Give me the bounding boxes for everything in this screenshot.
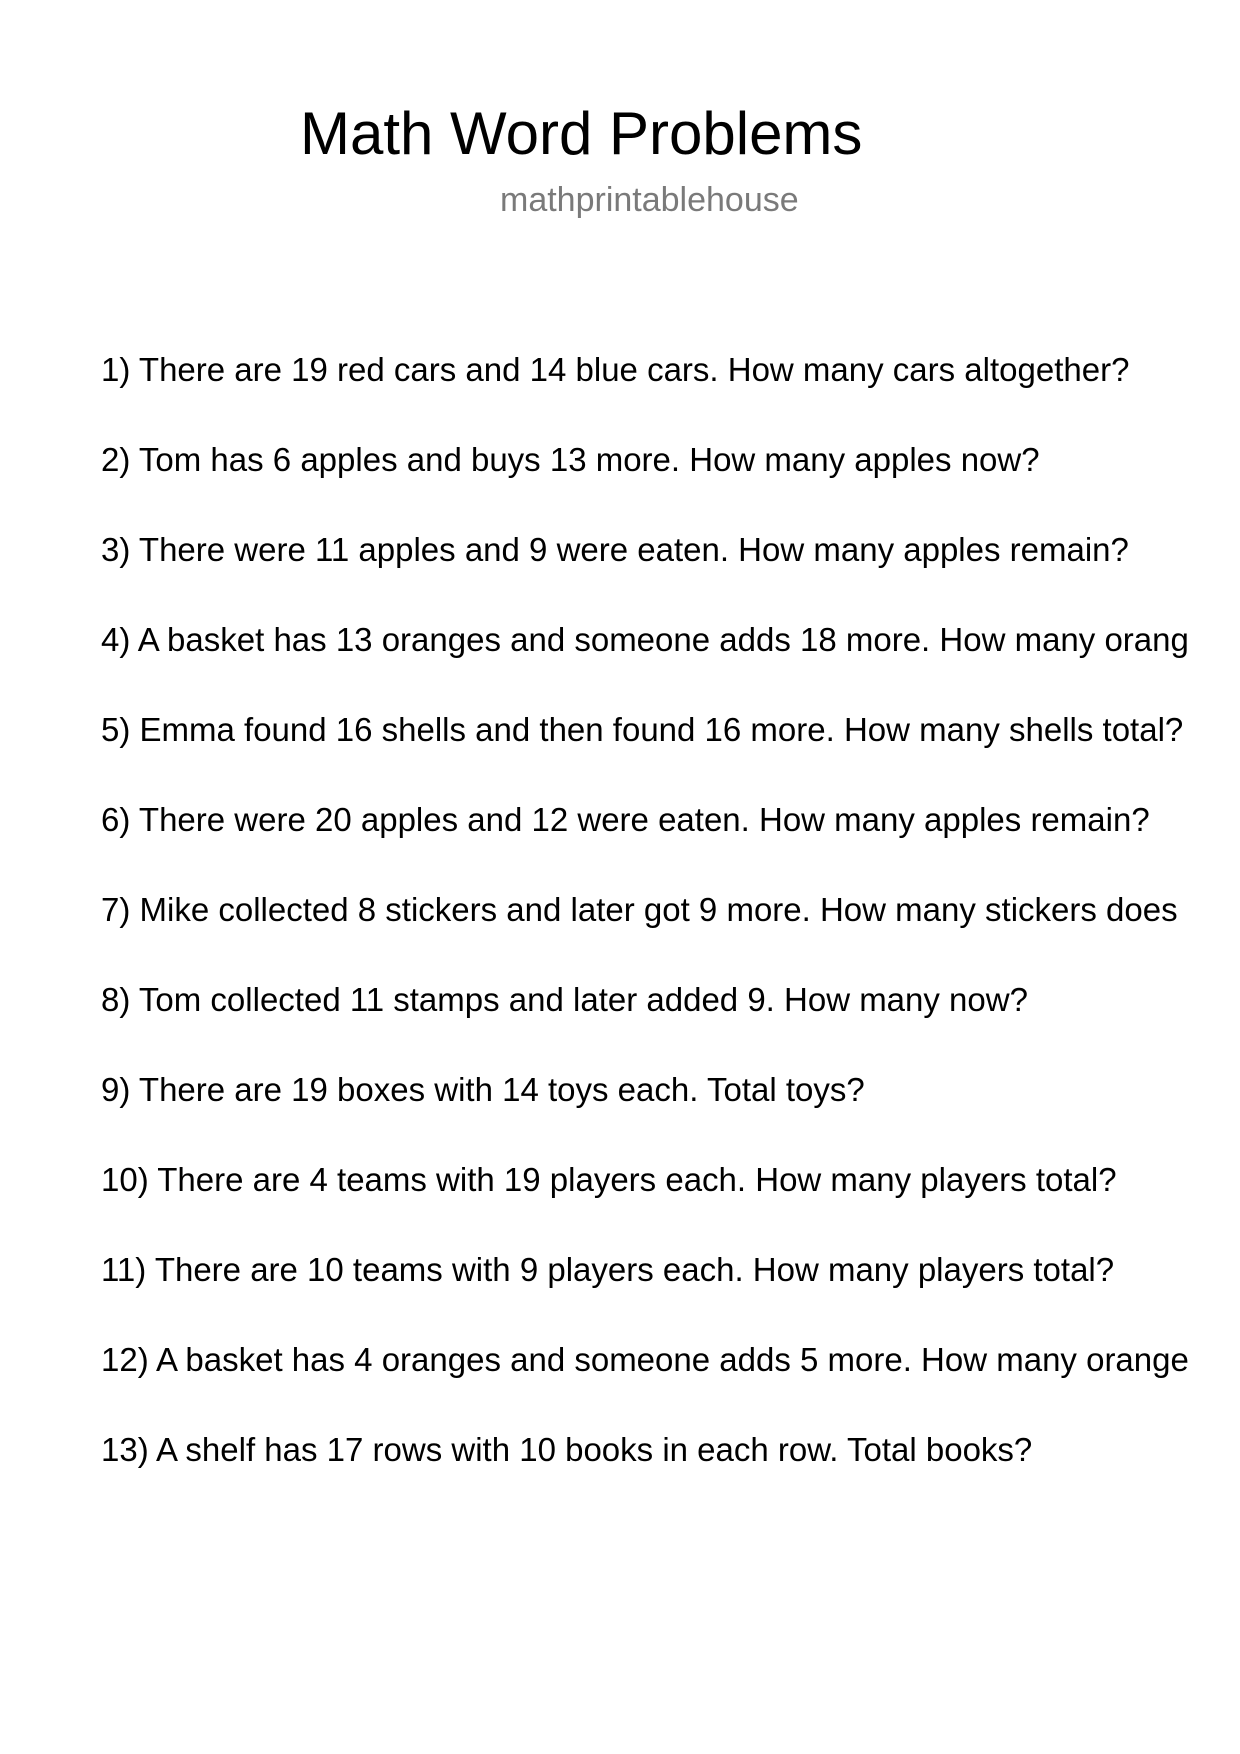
problem-3: 3) There were 11 apples and 9 were eaten. How many apples remain?: [101, 531, 1129, 568]
problem-2: 2) Tom has 6 apples and buys 13 more. How many apples now?: [101, 441, 1040, 478]
problem-8: 8) Tom collected 11 stamps and later added 9. How many now?: [101, 981, 1028, 1018]
problem-5: 5) Emma found 16 shells and then found 16 more. How many shells total?: [101, 711, 1184, 748]
problem-12: 12) A basket has 4 oranges and someone adds 5 more. How many orange: [101, 1341, 1189, 1378]
problem-13: 13) A shelf has 17 rows with 10 books in each row. Total books?: [101, 1431, 1033, 1468]
problem-4: 4) A basket has 13 oranges and someone adds 18 more. How many orang: [101, 621, 1189, 658]
problem-10: 10) There are 4 teams with 19 players each. How many players total?: [101, 1161, 1117, 1198]
problem-7: 7) Mike collected 8 stickers and later got 9 more. How many stickers does: [101, 891, 1178, 928]
problem-11: 11) There are 10 teams with 9 players each. How many players total?: [101, 1251, 1115, 1288]
page-title: Math Word Problems: [300, 100, 863, 167]
page-subtitle: mathprintablehouse: [500, 181, 799, 219]
problem-1: 1) There are 19 red cars and 14 blue cars. How many cars altogether?: [101, 351, 1130, 388]
problem-9: 9) There are 19 boxes with 14 toys each. Total toys?: [101, 1071, 865, 1108]
problem-list: [101, 346, 1240, 1516]
problem-6: 6) There were 20 apples and 12 were eaten. How many apples remain?: [101, 801, 1150, 838]
